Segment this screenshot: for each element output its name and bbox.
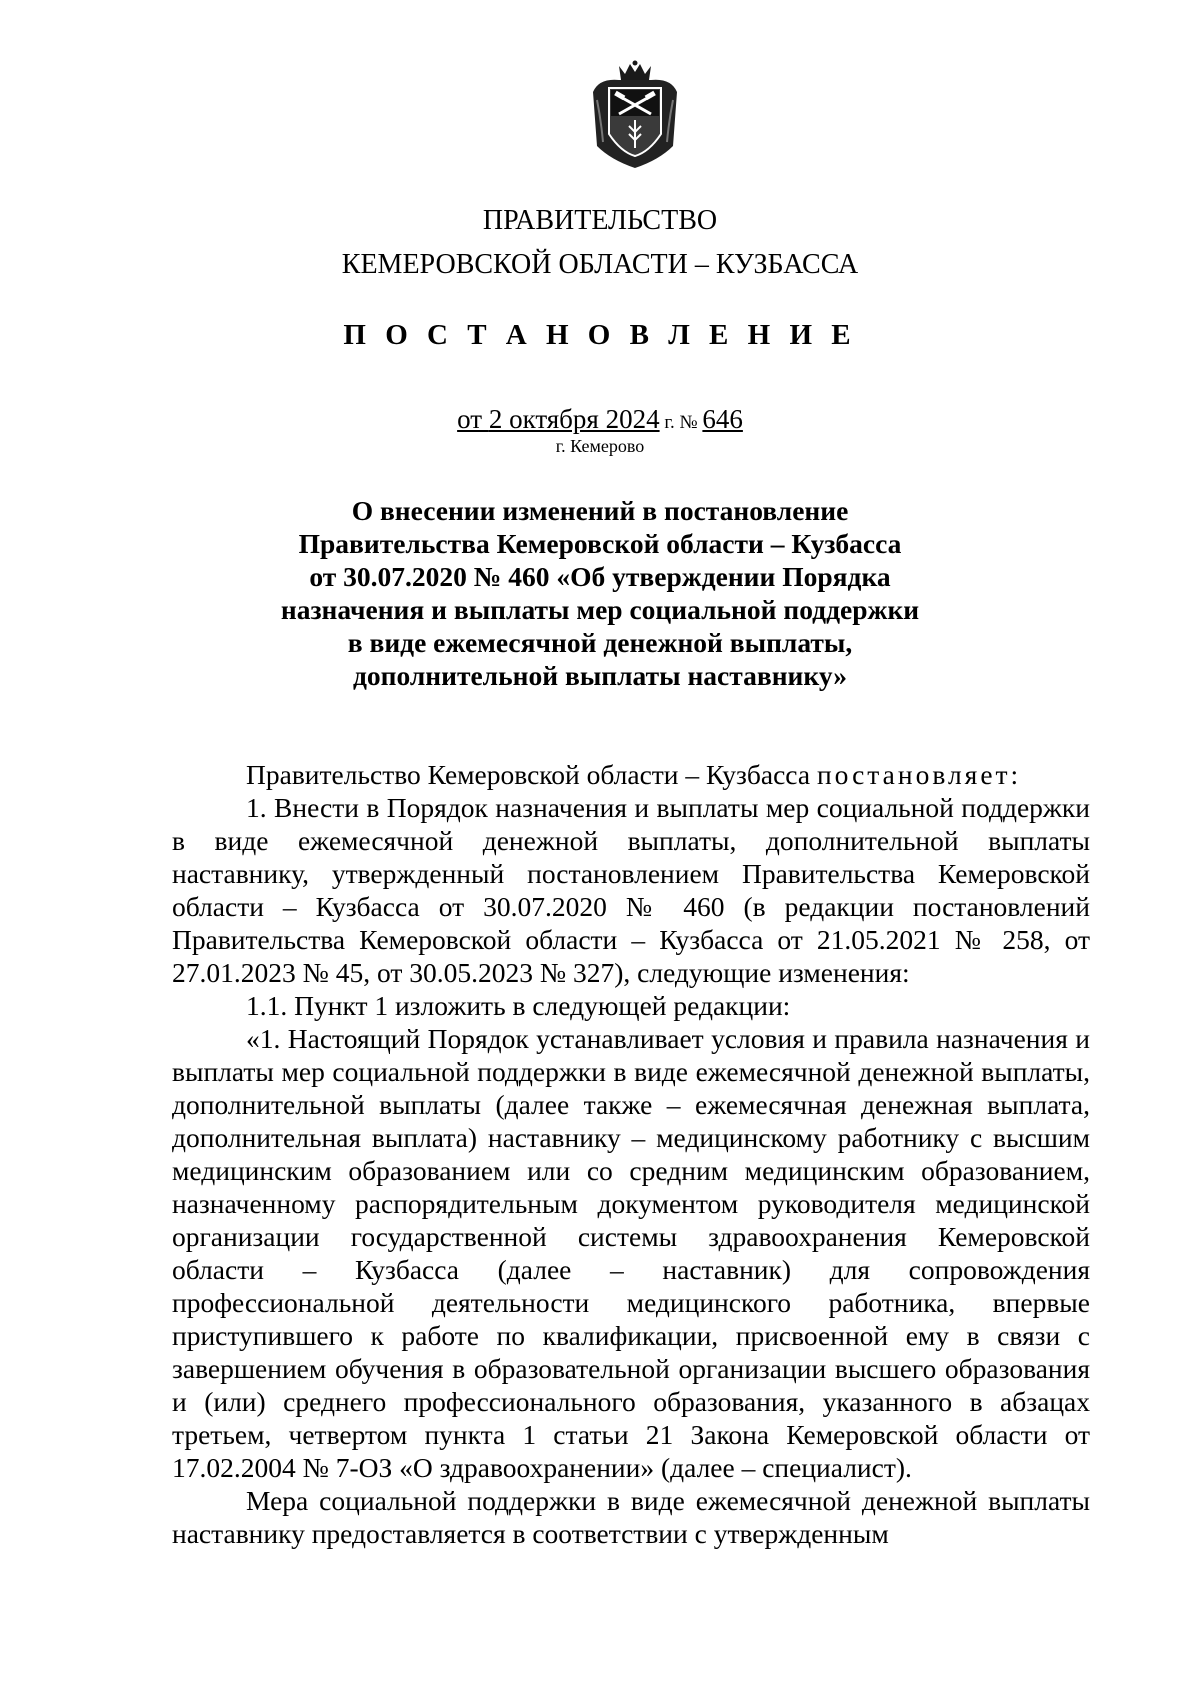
heading-line: Правительства Кемеровской области – Кузбасса (298, 528, 902, 559)
quoted-paragraph-2: Мера социальной поддержки в виде ежемесячной денежной выплаты наставнику предоставляется в соответствии с утвержденным (172, 1485, 1090, 1549)
document-body (172, 758, 1090, 1550)
date-number-line (0, 403, 1200, 439)
document-number: 646 (702, 404, 743, 434)
year-suffix: г. (659, 412, 680, 433)
number-sign: № (679, 412, 703, 433)
document-date: 2 октября 2024 (488, 404, 660, 434)
city-name: г. Кемерово (555, 436, 645, 456)
intro-text: Правительство Кемеровской области – Кузбасса (246, 759, 817, 790)
government-name-line1: ПРАВИТЕЛЬСТВО (482, 205, 718, 236)
heading-line: от 30.07.2020 № 460 «Об утверждении Порядка (309, 561, 891, 592)
heading-line: О внесении изменений в постановление (351, 495, 849, 526)
intro-colon: : (1010, 759, 1019, 790)
heading-line: назначения и выплаты мер социальной поддержки (280, 594, 920, 625)
date-prefix: от (457, 404, 489, 434)
coat-of-arms-icon (589, 60, 681, 172)
quoted-paragraph-1: «1. Настоящий Порядок устанавливает условия и правила назначения и выплаты мер социальной поддержки в виде ежемесячной денежной выплаты, дополнительной выплаты (далее также – ежемесячная денежная выплата, дополнительная выплата) наставнику – медицинскому работнику с высшим медицинским образованием или со средним медицинским образованием, назначенному распорядительным документом руководителя медицинской организации государственной системы здравоохранения Кемеровской области – Кузбасса (далее – наставник) для сопровождения профессиональной деятельности медицинского работника, впервые приступившего к работе по квалификации, присвоенной ему в связи с завершением обучения в образовательной организации высшего образования и (или) среднего профессионального образования, указанного в абзацах третьем, четвертом пункта 1 статьи 21 Закона Кемеровской области от 17.02.2004 № 7-ОЗ «О здравоохранении» (далее – специалист). (172, 1023, 1090, 1483)
heading-line: дополнительной выплаты наставнику» (352, 660, 848, 691)
heading-line: в виде ежемесячной денежной выплаты, (347, 627, 853, 658)
government-name-line2: КЕМЕРОВСКОЙ ОБЛАСТИ – КУЗБАССА (341, 249, 859, 280)
item-1-paragraph: 1. Внести в Порядок назначения и выплаты мер социальной поддержки в виде ежемесячной денежной выплаты, дополнительной выплаты наставнику, утвержденный постановлением Правительства Кемеровской области – Кузбасса от 30.07.2020 № 460 (в редакции постановлений Правительства Кемеровской области – Кузбасса от 21.05.2021 № 258, от 27.01.2023 № 45, от 30.05.2023 № 327), следующие изменения: (172, 792, 1090, 988)
document-type-title: П О С Т А Н О В Л Е Н И Е (343, 319, 857, 351)
item-1-1-paragraph: 1.1. Пункт 1 изложить в следующей редакции: (246, 990, 791, 1021)
intro-resolves-word: постановляет (816, 759, 1011, 790)
intro-paragraph (172, 758, 1090, 791)
document-heading (170, 494, 1030, 692)
